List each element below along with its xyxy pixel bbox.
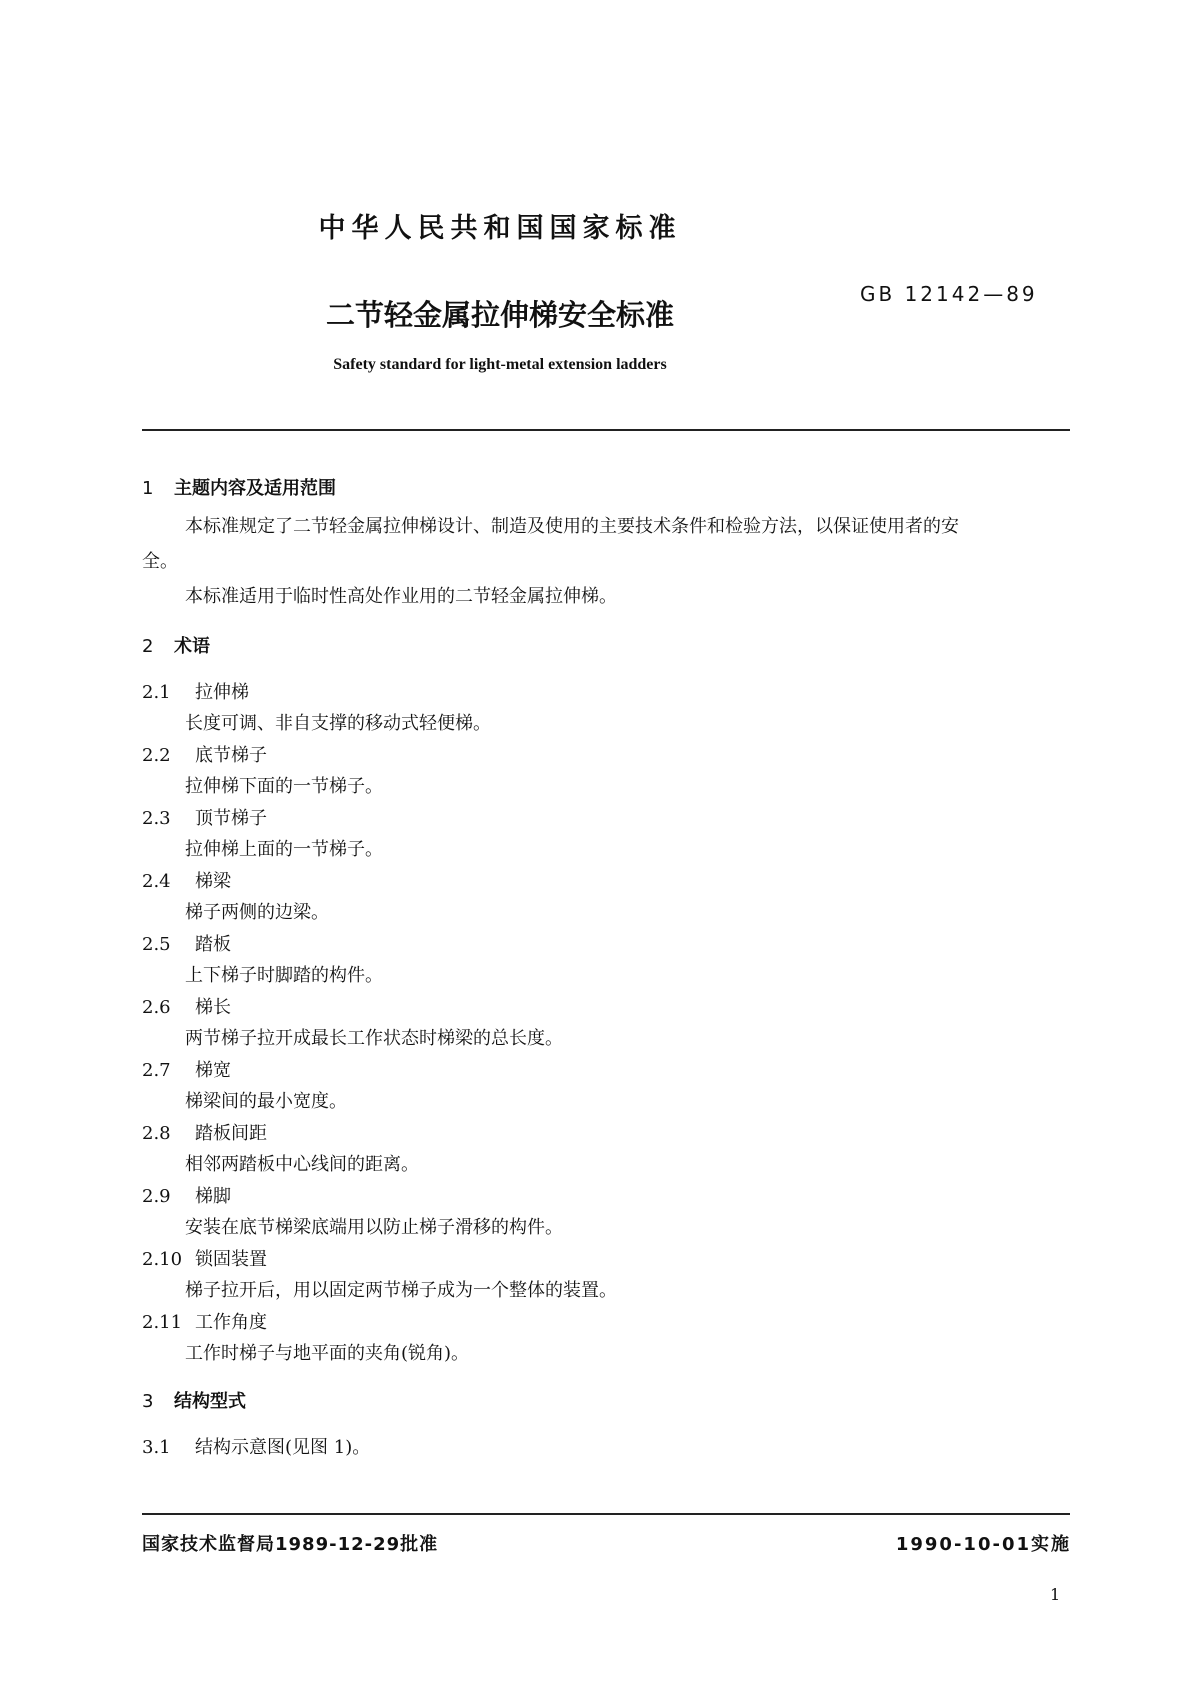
section-title: 主题内容及适用范围 <box>174 478 336 499</box>
term-name: 锁固装置 <box>195 1249 267 1270</box>
term-2-4 <box>142 867 231 893</box>
term-2-9 <box>142 1182 231 1208</box>
section-1-heading <box>142 474 336 500</box>
item-3-1 <box>142 1433 370 1459</box>
term-2-1 <box>142 678 249 704</box>
term-number: 2.9 <box>142 1186 171 1207</box>
term-definition: 两节梯子拉开成最长工作状态时梯梁的总长度。 <box>185 1028 563 1049</box>
term-number: 2.5 <box>142 934 171 955</box>
section-3-heading <box>142 1387 246 1413</box>
term-definition: 上下梯子时脚踏的构件。 <box>185 965 383 986</box>
term-number: 2.7 <box>142 1060 171 1081</box>
term-definition: 梯子两侧的边梁。 <box>185 902 329 923</box>
term-name: 拉伸梯 <box>195 682 249 703</box>
term-number: 2.8 <box>142 1123 171 1144</box>
term-2-8 <box>142 1119 267 1145</box>
term-number: 2.3 <box>142 808 171 829</box>
term-2-10 <box>142 1245 267 1271</box>
term-2-7 <box>142 1056 231 1082</box>
term-name: 底节梯子 <box>195 745 267 766</box>
term-2-3 <box>142 804 267 830</box>
paragraph-line: 全。 <box>142 551 178 572</box>
term-name: 梯脚 <box>195 1186 231 1207</box>
section-number: 1 <box>142 478 154 499</box>
term-number: 2.10 <box>142 1249 183 1270</box>
section-number: 3 <box>142 1391 154 1412</box>
term-2-5 <box>142 930 231 956</box>
term-number: 2.11 <box>142 1312 183 1333</box>
paragraph-line: 本标准适用于临时性高处作业用的二节轻金属拉伸梯。 <box>185 586 617 607</box>
term-definition: 梯梁间的最小宽度。 <box>185 1091 347 1112</box>
term-name: 梯宽 <box>195 1060 231 1081</box>
term-definition: 拉伸梯上面的一节梯子。 <box>185 839 383 860</box>
term-2-11 <box>142 1308 267 1334</box>
term-name: 梯长 <box>195 997 231 1018</box>
national-standard-heading: 中华人民共和国国家标准 <box>318 213 682 244</box>
term-2-6 <box>142 993 231 1019</box>
term-definition: 相邻两踏板中心线间的距离。 <box>185 1154 419 1175</box>
term-name: 踏板 <box>195 934 231 955</box>
item-number: 3.1 <box>142 1437 171 1458</box>
approval-notice: 国家技术监督局1989-12-29批准 <box>142 1534 439 1555</box>
term-definition: 梯子拉开后，用以固定两节梯子成为一个整体的装置。 <box>185 1280 617 1301</box>
top-divider <box>142 429 1070 431</box>
item-text: 结构示意图(见图 1)。 <box>195 1437 371 1458</box>
section-title: 术语 <box>174 636 210 657</box>
paragraph-line: 本标准规定了二节轻金属拉伸梯设计、制造及使用的主要技术条件和检验方法，以保证使用者的安 <box>185 516 959 537</box>
term-definition: 长度可调、非自支撑的移动式轻便梯。 <box>185 713 491 734</box>
standard-number: GB 12142—89 <box>860 282 1038 306</box>
term-name: 梯梁 <box>195 871 231 892</box>
section-number: 2 <box>142 636 154 657</box>
section-title: 结构型式 <box>174 1391 246 1412</box>
term-definition: 拉伸梯下面的一节梯子。 <box>185 776 383 797</box>
term-number: 2.1 <box>142 682 171 703</box>
effective-date: 1990-10-01实施 <box>895 1534 1071 1555</box>
term-name: 工作角度 <box>195 1312 267 1333</box>
bottom-divider <box>142 1513 1070 1515</box>
term-number: 2.2 <box>142 745 171 766</box>
term-name: 踏板间距 <box>195 1123 267 1144</box>
section-2-heading <box>142 632 210 658</box>
term-name: 顶节梯子 <box>195 808 267 829</box>
term-definition: 安装在底节梯梁底端用以防止梯子滑移的构件。 <box>185 1217 563 1238</box>
standard-title-en: Safety standard for light-metal extension ladders <box>333 356 667 373</box>
standard-title-cn: 二节轻金属拉伸梯安全标准 <box>325 298 674 332</box>
term-number: 2.6 <box>142 997 171 1018</box>
term-2-2 <box>142 741 267 767</box>
term-number: 2.4 <box>142 871 171 892</box>
page-number: 1 <box>1050 1585 1061 1604</box>
term-definition: 工作时梯子与地平面的夹角(锐角)。 <box>185 1343 470 1364</box>
